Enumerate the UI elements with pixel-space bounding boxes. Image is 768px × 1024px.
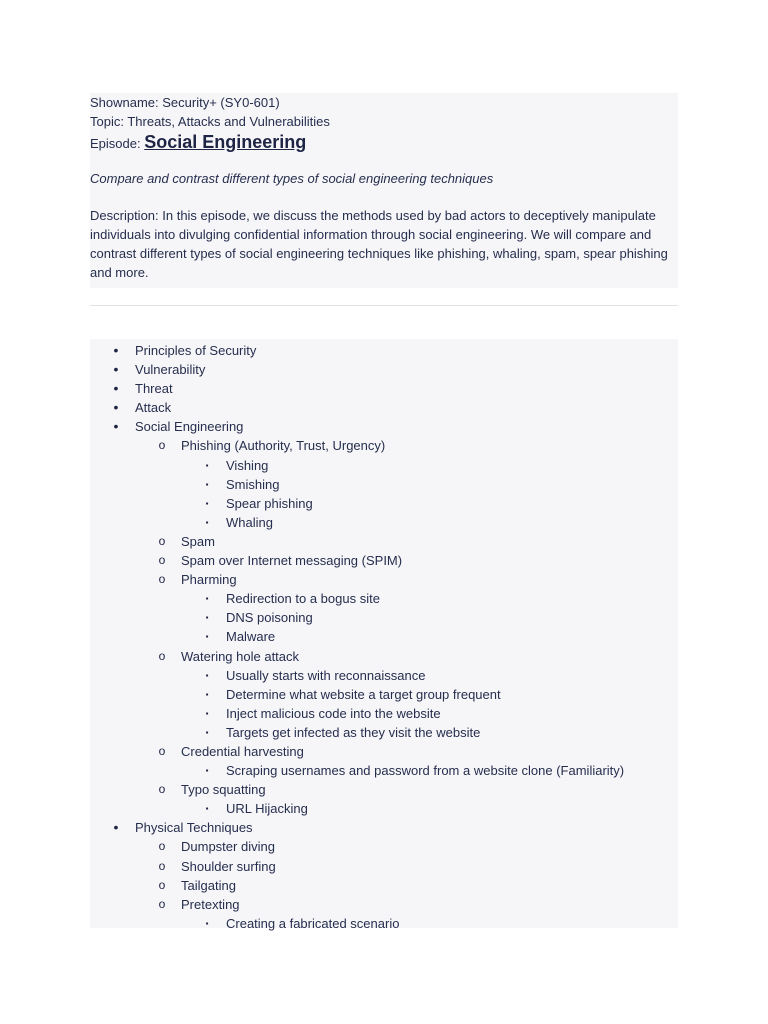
outline-item-text: Vishing — [226, 457, 269, 473]
bullet-marker: ▪ — [205, 804, 209, 814]
bullet-marker: o — [158, 782, 166, 797]
episode-label: Episode: — [90, 136, 141, 151]
outline-item-level-0 — [90, 341, 678, 360]
outline-item-text: URL Hijacking — [226, 801, 308, 817]
outline-item-text: Spear phishing — [226, 495, 313, 511]
outline-item-level-2 — [90, 589, 678, 608]
outline-item-level-1 — [90, 532, 678, 551]
outline-item-text: Spam over Internet messaging (SPIM) — [181, 553, 403, 569]
bullet-marker: o — [158, 438, 166, 453]
bullet-marker: • — [113, 399, 119, 416]
bullet-marker: o — [158, 553, 166, 568]
outline-item-level-1 — [90, 780, 678, 799]
bullet-marker: o — [158, 572, 166, 587]
outline-item-level-2 — [90, 723, 678, 742]
outline-item-level-0 — [90, 379, 678, 398]
bullet-marker: ▪ — [205, 613, 209, 623]
episode-header — [90, 93, 678, 288]
outline-item-text: Credential harvesting — [181, 743, 304, 759]
outline-item-text: Dumpster diving — [181, 839, 275, 855]
outline-item-text: Malware — [226, 629, 276, 645]
outline-item-level-2 — [90, 799, 678, 818]
outline-item-level-2 — [90, 914, 678, 933]
outline-item-level-0 — [90, 398, 678, 417]
outline-item-level-1 — [90, 857, 678, 876]
bullet-marker: o — [158, 648, 166, 663]
outline-item-text: Determine what website a target group frequent — [226, 686, 501, 702]
outline-item-level-2 — [90, 761, 678, 780]
bullet-marker: • — [113, 418, 119, 435]
outline-item-text: Social Engineering — [135, 419, 244, 435]
outline-item-level-2 — [90, 475, 678, 494]
outline-item-text: Inject malicious code into the website — [226, 705, 441, 721]
bullet-marker: ▪ — [205, 460, 209, 470]
episode-title: Social Engineering — [144, 132, 307, 152]
outline-item-level-1 — [90, 895, 678, 914]
topic-line: Topic: Threats, Attacks and Vulnerabilities — [90, 114, 330, 129]
outline-item-text: Spam — [181, 533, 215, 549]
bullet-marker: ▪ — [205, 594, 209, 604]
outline-item-text: Phishing (Authority, Trust, Urgency) — [181, 438, 386, 454]
outline-item-level-2 — [90, 627, 678, 646]
bullet-marker: ▪ — [205, 632, 209, 642]
bullet-marker: ▪ — [205, 498, 209, 508]
bullet-marker: o — [158, 896, 166, 911]
outline-item-text: Creating a fabricated scenario — [226, 915, 400, 931]
bullet-marker: ▪ — [205, 517, 209, 527]
outline-item-text: Threat — [135, 381, 173, 397]
outline-item-level-1 — [90, 742, 678, 761]
bullet-marker: o — [158, 877, 166, 892]
outline-item-level-1 — [90, 570, 678, 589]
episode-objective: Compare and contrast different types of social engineering techniques — [90, 171, 494, 186]
outline-item-text: Targets get infected as they visit the website — [226, 724, 481, 740]
bullet-marker: • — [113, 819, 119, 836]
outline-item-text: Principles of Security — [135, 343, 257, 358]
outline-item-level-2 — [90, 608, 678, 627]
bullet-marker: ▪ — [205, 670, 209, 680]
outline-item-level-2 — [90, 685, 678, 704]
outline-item-level-1 — [90, 876, 678, 895]
section-divider — [90, 305, 678, 306]
episode-description: Description: In this episode, we discuss the methods used by bad actors to deceptively manipulate individuals into divulging confidential information through social engineering. We will compare and contrast different types of social engineering techniques like phishing, whaling, spam, spear phishing and more. — [90, 208, 668, 280]
outline-item-text: Whaling — [226, 514, 273, 530]
outline-item-level-1 — [90, 837, 678, 856]
outline-item-level-0 — [90, 360, 678, 379]
outline-item-text: Tailgating — [181, 877, 236, 893]
outline-item-text: Scraping usernames and password from a website clone (Familiarity) — [226, 763, 625, 779]
showname-line: Showname: Security+ (SY0-601) — [90, 95, 280, 110]
episode-line — [90, 133, 678, 157]
bullet-marker: o — [158, 743, 166, 758]
bullet-marker: o — [158, 858, 166, 873]
outline-item-level-2 — [90, 704, 678, 723]
bullet-marker: ▪ — [205, 727, 209, 737]
outline-item-level-2 — [90, 494, 678, 513]
outline-item-text: Usually starts with reconnaissance — [226, 667, 426, 683]
bullet-marker: • — [113, 361, 119, 378]
outline-item-text: DNS poisoning — [226, 610, 313, 626]
bullet-marker: o — [158, 839, 166, 854]
outline-item-text: Attack — [135, 400, 172, 416]
outline-item-level-1 — [90, 436, 678, 455]
outline-item-text: Redirection to a bogus site — [226, 591, 380, 607]
bullet-marker: ▪ — [205, 479, 209, 489]
bullet-marker: ▪ — [205, 918, 209, 928]
outline-item-text: Physical Techniques — [135, 820, 253, 836]
outline-item-level-2 — [90, 513, 678, 532]
outline-item-text: Watering hole attack — [181, 648, 300, 664]
outline-item-text: Shoulder surfing — [181, 858, 276, 874]
outline-item-text: Vulnerability — [135, 362, 206, 378]
bullet-marker: • — [113, 342, 119, 358]
topic-outline — [90, 339, 678, 931]
outline-item-text: Pharming — [181, 572, 237, 588]
bullet-marker: ▪ — [205, 708, 209, 718]
outline-item-text: Smishing — [226, 476, 280, 492]
bullet-marker: o — [158, 533, 166, 548]
outline-item-level-2 — [90, 456, 678, 475]
outline-item-level-0 — [90, 417, 678, 436]
outline-item-level-0 — [90, 818, 678, 837]
outline-item-text: Pretexting — [181, 896, 240, 912]
outline-item-level-2 — [90, 666, 678, 685]
bullet-marker: ▪ — [205, 766, 209, 776]
outline-item-level-1 — [90, 647, 678, 666]
outline-item-level-1 — [90, 551, 678, 570]
outline-item-text: Typo squatting — [181, 782, 266, 798]
bullet-marker: • — [113, 380, 119, 397]
bullet-marker: ▪ — [205, 689, 209, 699]
